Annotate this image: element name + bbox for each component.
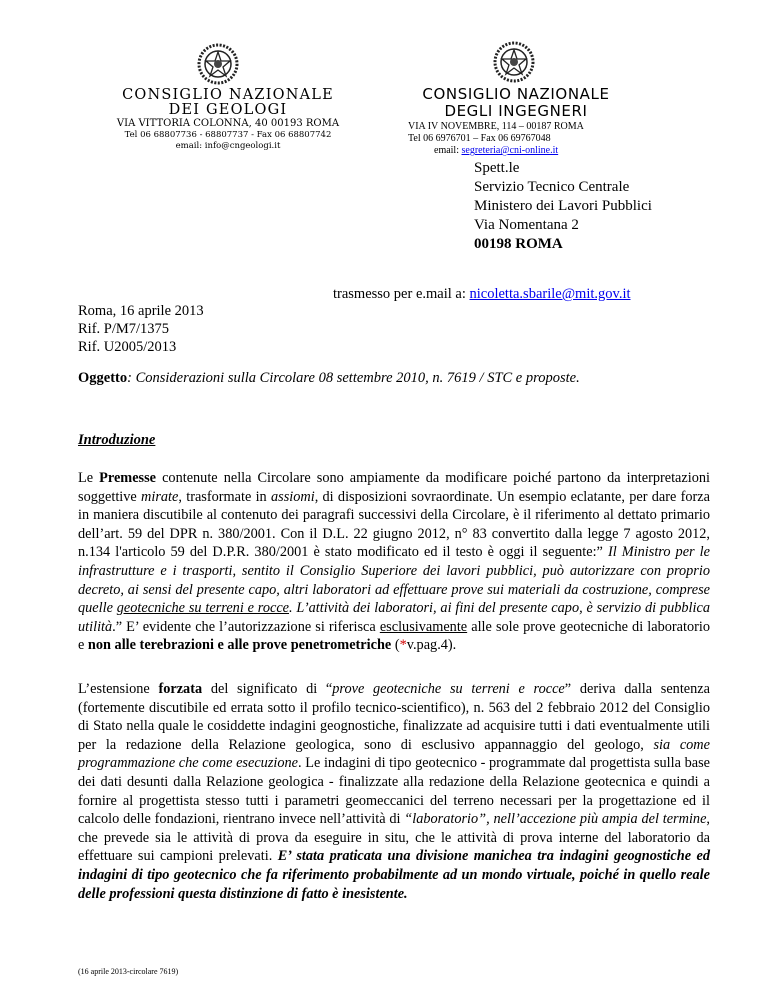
letter-date: Roma, 16 aprile 2013 — [78, 303, 204, 319]
right-org-email-line — [408, 145, 638, 157]
subject-text: : Considerazioni sulla Circolare 08 settembre 2010, n. 7619 / STC e proposte. — [127, 370, 580, 386]
p1-text: .” E’ evidente che l’autorizzazione si riferisca — [112, 618, 380, 635]
reference-block — [78, 302, 204, 356]
p1-text: , trasformate in — [178, 488, 271, 505]
p2-text: ” deriva dalla sentenza (fortemente discutibile ed errata sotto il profilo tecnico-scientifico), n. 563 del 2 febbraio 2012 del Consiglio di Stato nella quale le cosiddette indagini geognostiche, finalizzate ad acquisire tutti i dati eventualmente utili per la redazione della Relazione geologica, sono di esclusivo appannaggio del geologo, — [78, 681, 710, 753]
subject-label: Oggetto — [78, 370, 128, 386]
p1-underlined: esclusivamente — [379, 618, 468, 635]
subject-line — [78, 370, 580, 387]
recipient-line4: 00198 ROMA — [474, 236, 563, 252]
right-org-name-line2: DEGLI INGEGNERI — [444, 102, 588, 120]
p2-text: . Le indagini di tipo geotecnico - programmate dal progettista sulla base dei dati desunti dalla Relazione geologica - finalizzate alla redazione della Relazione geotecnica e quindi a fornire al progettista stesso tutti i parametri geomeccanici del terreno necessari per la progettazione ed il calcolo delle fondazioni, rientrano invece nell’attività di — [78, 755, 710, 828]
p1-text: alle sole prove geotecniche di laboratorio e — [78, 618, 710, 654]
left-org-address: VIA VITTORIA COLONNA, 40 00193 ROMA — [116, 118, 340, 129]
left-org-name-line2: DEI GEOLOGI — [168, 102, 288, 118]
p2-text: , che prevede sia le attività di prova da eseguire in situ, che le attività di prova interne del laboratorio da effettuare sui campioni prelevati. — [78, 811, 710, 865]
p2-italic: sia come programmazione che come esecuzione — [78, 736, 710, 772]
transmission-note — [333, 286, 631, 303]
p1-text: ( — [391, 637, 400, 654]
section-title: Introduzione — [78, 432, 156, 448]
p2-text: L’estensione — [78, 681, 159, 697]
recipient-line1: Servizio Tecnico Centrale — [474, 179, 630, 195]
left-org-name-line1: CONSIGLIO NAZIONALE — [122, 87, 334, 103]
p2-italic: “laboratorio”, nell’accezione più ampia del termine — [404, 811, 707, 828]
page-footer: (16 aprile 2013-circolare 7619) — [78, 967, 179, 976]
transmission-label: trasmesso per e.mail a: — [333, 286, 470, 302]
p1-quote: Il Ministro per le infrastrutture e i trasporti, sentito il Consiglio Superiore dei lavori pubblici, può autorizzare con proprio decreto, ai sensi del presente capo, altri laboratori ad effettuare prove sui materiali da costruzione, comprese quelle — [78, 544, 711, 617]
right-org-address: VIA IV NOVEMBRE, 114 – 00187 ROMA — [408, 121, 584, 132]
recipient-address — [474, 159, 652, 254]
p2-bold-italic: E’ stata praticata una divisione manichea tra indagini geognostiche ed indagini di tipo geotecnico che fa riferimento probabilmente ad un mondo virtuale, poiché in quello reale delle professioni questa distinzione di fatto è inesistente. — [78, 848, 710, 902]
p1-quote: . L’attività dei laboratori, ai fini del presente capo, è servizio di pubblica utilità — [78, 600, 710, 635]
recipient-line3: Via Nomentana 2 — [474, 217, 579, 233]
paragraph-1 — [78, 469, 710, 655]
p1-text: , di disposizioni sovraordinate. Un esempio eclatante, per dare forza in maniera discutibile al contenuto dei paragrafi successivi della Circolare, è il riferimento al dettato primario dell’art. 59 del DPR n. 380/2001. Con il D.L. 22 giugno 2012, n° 83 convertito dalla legge 7 agosto 2012, n.134 l'articolo 59 del D.P.R. 380/2001 è stato modificato ed il testo è oggi il seguente:” — [78, 488, 711, 561]
paragraph-2 — [78, 680, 710, 903]
transmission-email-link[interactable]: nicoletta.sbarile@mit.gov.it — [469, 286, 631, 302]
p1-text: Le — [78, 470, 100, 486]
p2-text: del significato di “ — [202, 681, 333, 697]
left-org-email: email: info@cngeologi.it — [175, 141, 281, 151]
p1-italic: assiomi — [270, 488, 315, 505]
right-letterhead — [408, 86, 638, 157]
recipient-line2: Ministero dei Lavori Pubblici — [474, 198, 652, 214]
p2-bold: forzata — [158, 681, 203, 697]
p1-text: v.pag.4). — [406, 637, 457, 654]
right-org-name-line1: CONSIGLIO NAZIONALE — [422, 85, 610, 103]
p2-italic: prove geotecniche su terreni e rocce — [332, 681, 565, 697]
p1-bold: non alle terebrazioni e alle prove penetrometriche — [87, 637, 392, 654]
italian-republic-emblem-icon — [196, 42, 240, 86]
left-letterhead — [108, 88, 348, 152]
p1-italic: mirate — [141, 488, 179, 505]
left-org-phone: Tel 06 68807736 - 68807737 - Fax 06 68807742 — [124, 130, 332, 140]
reference-1: Rif. P/M7/1375 — [78, 321, 170, 337]
right-org-email-link[interactable]: segreteria@cni-online.it — [461, 145, 559, 156]
recipient-salutation: Spett.le — [474, 160, 520, 176]
p1-quote-underlined: geotecniche su terreni e rocce — [116, 600, 290, 617]
p1-bold: Premesse — [99, 470, 157, 486]
reference-2: Rif. U2005/2013 — [78, 339, 177, 355]
right-org-phone: Tel 06 6976701 – Fax 06 69767048 — [408, 133, 551, 144]
p1-text: contenute nella Circolare sono ampiamente da modificare poiché partono da interpretazioni soggettive — [78, 470, 710, 505]
italian-republic-emblem-icon — [492, 40, 536, 84]
asterisk-marker: * — [399, 637, 407, 654]
right-org-email-label: email: — [434, 145, 462, 156]
